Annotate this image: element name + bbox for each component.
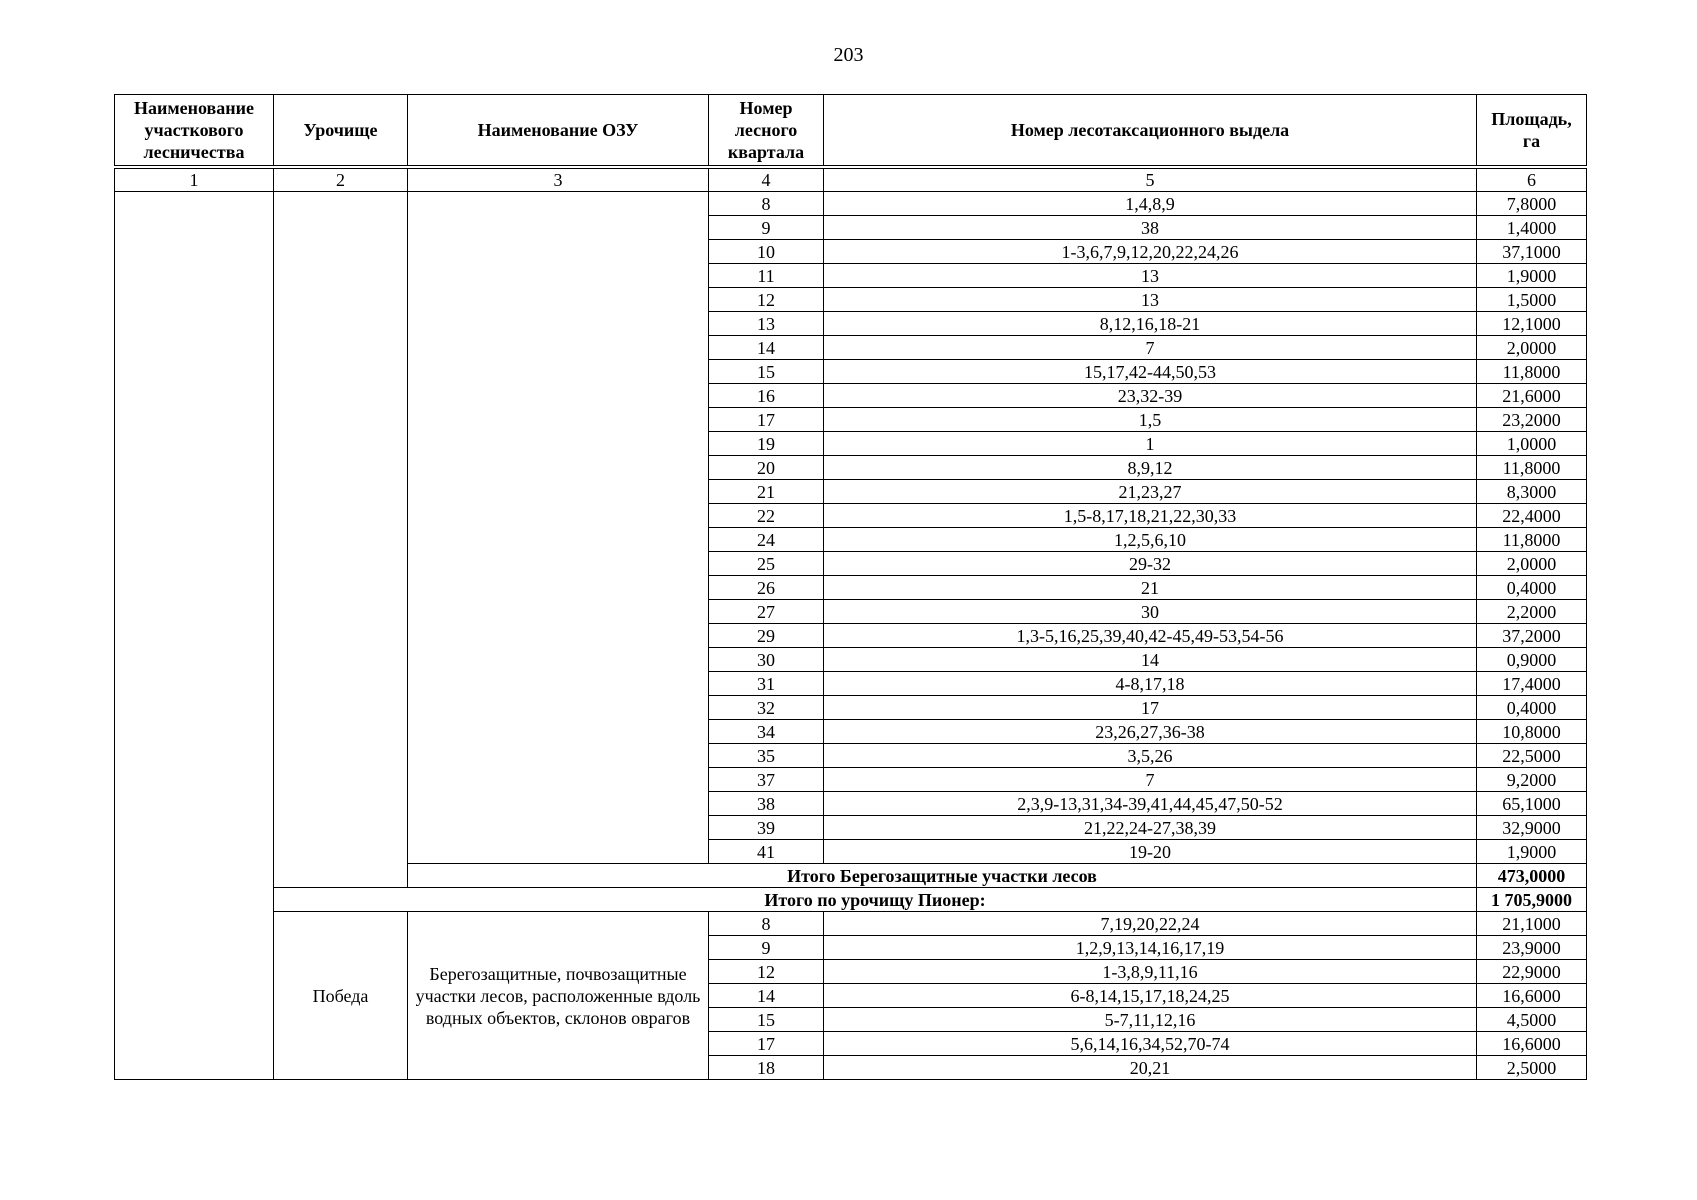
quarter-cell: 11: [709, 264, 824, 288]
allotment-cell: 8,9,12: [824, 456, 1477, 480]
header-quarter: Номер лесного квартала: [709, 95, 824, 168]
allotment-cell: 15,17,42-44,50,53: [824, 360, 1477, 384]
quarter-cell: 26: [709, 576, 824, 600]
area-cell: 32,9000: [1477, 816, 1587, 840]
quarter-cell: 24: [709, 528, 824, 552]
subtotal-tract-row: [115, 888, 1587, 912]
header-allotment: Номер лесотаксационного выдела: [824, 95, 1477, 168]
area-cell: 11,8000: [1477, 360, 1587, 384]
quarter-cell: 17: [709, 1032, 824, 1056]
area-cell: 23,2000: [1477, 408, 1587, 432]
area-cell: 2,2000: [1477, 600, 1587, 624]
column-number: 5: [824, 167, 1477, 192]
quarter-cell: 12: [709, 288, 824, 312]
quarter-cell: 21: [709, 480, 824, 504]
quarter-cell: 29: [709, 624, 824, 648]
quarter-cell: 12: [709, 960, 824, 984]
allotment-cell: 38: [824, 216, 1477, 240]
allotment-cell: 8,12,16,18-21: [824, 312, 1477, 336]
area-cell: 22,9000: [1477, 960, 1587, 984]
quarter-cell: 18: [709, 1056, 824, 1080]
area-cell: 11,8000: [1477, 528, 1587, 552]
subtotal-tract-area: 1 705,9000: [1477, 888, 1587, 912]
quarter-cell: 41: [709, 840, 824, 864]
quarter-cell: 9: [709, 216, 824, 240]
quarter-cell: 38: [709, 792, 824, 816]
quarter-cell: 8: [709, 912, 824, 936]
area-cell: 1,9000: [1477, 264, 1587, 288]
allotment-cell: 21,23,27: [824, 480, 1477, 504]
column-number: 2: [274, 167, 408, 192]
allotment-cell: 23,32-39: [824, 384, 1477, 408]
allotment-cell: 21: [824, 576, 1477, 600]
quarter-cell: 31: [709, 672, 824, 696]
allotment-cell: 7,19,20,22,24: [824, 912, 1477, 936]
quarter-cell: 9: [709, 936, 824, 960]
quarter-cell: 13: [709, 312, 824, 336]
allotment-cell: 1,3-5,16,25,39,40,42-45,49-53,54-56: [824, 624, 1477, 648]
header-area: Площадь, га: [1477, 95, 1587, 168]
area-cell: 16,6000: [1477, 1032, 1587, 1056]
quarter-cell: 17: [709, 408, 824, 432]
allotment-cell: 1,5-8,17,18,21,22,30,33: [824, 504, 1477, 528]
quarter-cell: 16: [709, 384, 824, 408]
allotment-cell: 7: [824, 768, 1477, 792]
quarter-cell: 10: [709, 240, 824, 264]
allotment-cell: 3,5,26: [824, 744, 1477, 768]
area-cell: 2,5000: [1477, 1056, 1587, 1080]
area-cell: 2,0000: [1477, 552, 1587, 576]
area-cell: 37,1000: [1477, 240, 1587, 264]
column-number-row: [115, 167, 1587, 192]
allotment-cell: 29-32: [824, 552, 1477, 576]
area-cell: 1,0000: [1477, 432, 1587, 456]
area-cell: 23,9000: [1477, 936, 1587, 960]
area-cell: 10,8000: [1477, 720, 1587, 744]
allotment-cell: 4-8,17,18: [824, 672, 1477, 696]
area-cell: 0,4000: [1477, 696, 1587, 720]
allotment-cell: 1,5: [824, 408, 1477, 432]
area-cell: 16,6000: [1477, 984, 1587, 1008]
tract-cell: [274, 192, 408, 888]
area-cell: 4,5000: [1477, 1008, 1587, 1032]
quarter-cell: 37: [709, 768, 824, 792]
allotment-cell: 13: [824, 288, 1477, 312]
table-row: [115, 912, 1587, 936]
quarter-cell: 35: [709, 744, 824, 768]
area-cell: 0,4000: [1477, 576, 1587, 600]
area-cell: 22,4000: [1477, 504, 1587, 528]
ozu-cell: [408, 192, 709, 864]
area-cell: 21,6000: [1477, 384, 1587, 408]
forest-allotment-table: [114, 94, 1587, 1080]
column-number: 1: [115, 167, 274, 192]
quarter-cell: 8: [709, 192, 824, 216]
area-cell: 21,1000: [1477, 912, 1587, 936]
column-number: 6: [1477, 167, 1587, 192]
allotment-cell: 20,21: [824, 1056, 1477, 1080]
allotment-cell: 1-3,6,7,9,12,20,22,24,26: [824, 240, 1477, 264]
area-cell: 1,4000: [1477, 216, 1587, 240]
allotment-cell: 30: [824, 600, 1477, 624]
quarter-cell: 14: [709, 984, 824, 1008]
tract-cell: Победа: [274, 912, 408, 1080]
quarter-cell: 30: [709, 648, 824, 672]
area-cell: 7,8000: [1477, 192, 1587, 216]
area-cell: 17,4000: [1477, 672, 1587, 696]
quarter-cell: 39: [709, 816, 824, 840]
allotment-cell: 1: [824, 432, 1477, 456]
area-cell: 1,5000: [1477, 288, 1587, 312]
subtotal-tract-label: Итого по урочищу Пионер:: [274, 888, 1477, 912]
quarter-cell: 15: [709, 360, 824, 384]
allotment-cell: 2,3,9-13,31,34-39,41,44,45,47,50-52: [824, 792, 1477, 816]
area-cell: 9,2000: [1477, 768, 1587, 792]
allotment-cell: 21,22,24-27,38,39: [824, 816, 1477, 840]
table-row: [115, 192, 1587, 216]
allotment-cell: 5-7,11,12,16: [824, 1008, 1477, 1032]
header-ozu: Наименование ОЗУ: [408, 95, 709, 168]
area-cell: 12,1000: [1477, 312, 1587, 336]
header-tract: Урочище: [274, 95, 408, 168]
quarter-cell: 34: [709, 720, 824, 744]
quarter-cell: 25: [709, 552, 824, 576]
allotment-cell: 1,2,9,13,14,16,17,19: [824, 936, 1477, 960]
area-cell: 11,8000: [1477, 456, 1587, 480]
quarter-cell: 22: [709, 504, 824, 528]
allotment-cell: 13: [824, 264, 1477, 288]
allotment-cell: 6-8,14,15,17,18,24,25: [824, 984, 1477, 1008]
subtotal-ozu-label: Итого Берегозащитные участки лесов: [408, 864, 1477, 888]
allotment-cell: 7: [824, 336, 1477, 360]
column-number: 4: [709, 167, 824, 192]
ozu-cell: Берегозащитные, почвозащитные участки лесов, расположенные вдоль водных объектов, склонов оврагов: [408, 912, 709, 1080]
allotment-cell: 19-20: [824, 840, 1477, 864]
allotment-cell: 1,4,8,9: [824, 192, 1477, 216]
allotment-cell: 1,2,5,6,10: [824, 528, 1477, 552]
quarter-cell: 15: [709, 1008, 824, 1032]
area-cell: 8,3000: [1477, 480, 1587, 504]
allotment-cell: 23,26,27,36-38: [824, 720, 1477, 744]
area-cell: 37,2000: [1477, 624, 1587, 648]
quarter-cell: 20: [709, 456, 824, 480]
area-cell: 1,9000: [1477, 840, 1587, 864]
area-cell: 65,1000: [1477, 792, 1587, 816]
allotment-cell: 14: [824, 648, 1477, 672]
area-cell: 0,9000: [1477, 648, 1587, 672]
area-cell: 22,5000: [1477, 744, 1587, 768]
page-number: 203: [833, 44, 864, 66]
area-cell: 2,0000: [1477, 336, 1587, 360]
header-forestry: Наименование участкового лесничества: [115, 95, 274, 168]
quarter-cell: 32: [709, 696, 824, 720]
allotment-cell: 17: [824, 696, 1477, 720]
header-row: [115, 95, 1587, 168]
forestry-cell: [115, 192, 274, 1080]
subtotal-ozu-area: 473,0000: [1477, 864, 1587, 888]
quarter-cell: 19: [709, 432, 824, 456]
column-number: 3: [408, 167, 709, 192]
quarter-cell: 27: [709, 600, 824, 624]
allotment-cell: 5,6,14,16,34,52,70-74: [824, 1032, 1477, 1056]
quarter-cell: 14: [709, 336, 824, 360]
allotment-cell: 1-3,8,9,11,16: [824, 960, 1477, 984]
